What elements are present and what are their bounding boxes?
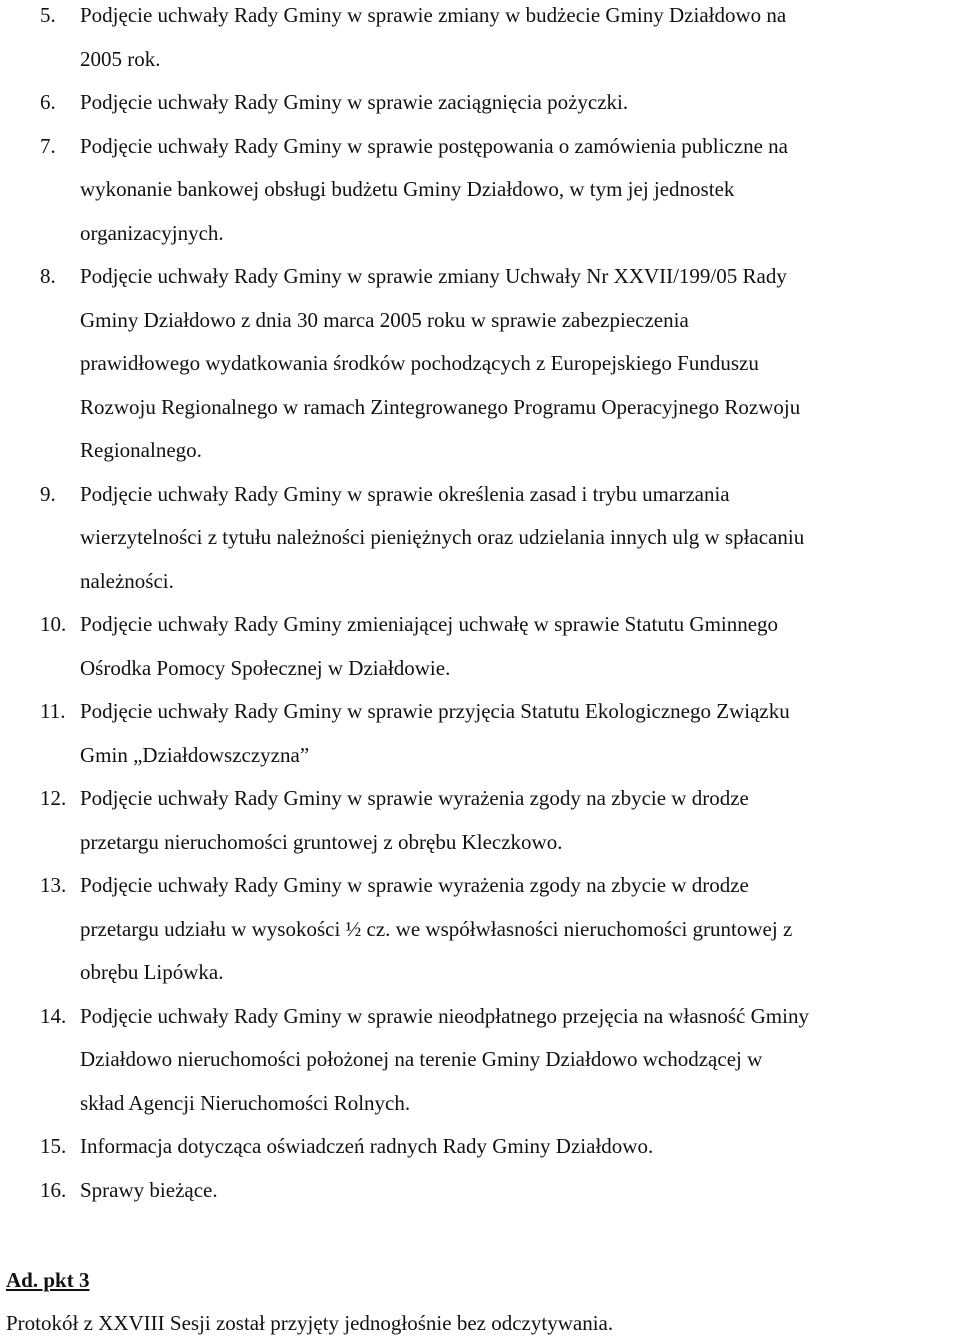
agenda-item-line: Podjęcie uchwały Rady Gminy zmieniającej uchwałę w sprawie Statutu Gminnego [80, 612, 779, 636]
agenda-item-line: Ośrodka Pomocy Społecznej w Działdowie. [80, 655, 451, 680]
section-text: Protokół z XXVIII Sesji został przyjęty jednogłośnie bez odczytywania. [6, 1311, 614, 1335]
agenda-item-number: 12. [40, 786, 67, 810]
agenda-item-line: Rozwoju Regionalnego w ramach Zintegrowanego Programu Operacyjnego Rozwoju [80, 394, 801, 419]
agenda-item-line: Podjęcie uchwały Rady Gminy w sprawie wyrażenia zgody na zbycie w drodze [80, 786, 749, 810]
agenda-item-text [80, 1125, 960, 1169]
agenda-item-line: Podjęcie uchwały Rady Gminy w sprawie zaciągnięcia pożyczki. [80, 90, 629, 114]
agenda-item-text [80, 995, 960, 1126]
agenda-item-number: 13. [40, 873, 67, 897]
agenda-item-number: 9. [40, 481, 56, 506]
agenda-item-text [80, 125, 960, 256]
agenda-item-line: Podjęcie uchwały Rady Gminy w sprawie określenia zasad i trybu umarzania [80, 481, 730, 506]
agenda-item-line: Regionalnego. [80, 438, 202, 462]
agenda-item-line: przetargu udziału w wysokości ½ cz. we współwłasności nieruchomości gruntowej z [80, 916, 793, 941]
agenda-item-line: prawidłowego wydatkowania środków pochodzących z Europejskiego Funduszu [80, 351, 759, 375]
agenda-item-line: Podjęcie uchwały Rady Gminy w sprawie zmiany w budżecie Gminy Działdowo na [80, 3, 787, 27]
agenda-item-line: 2005 rok. [80, 46, 161, 71]
agenda-item-number: 5. [40, 3, 56, 27]
agenda-item-number: 15. [40, 1134, 67, 1158]
agenda-item-line: Informacja dotycząca oświadczeń radnych Rady Gminy Działdowo. [80, 1134, 654, 1158]
agenda-item-number: 10. [40, 612, 67, 636]
agenda-item-line: obrębu Lipówka. [80, 960, 224, 984]
agenda-item-line: Podjęcie uchwały Rady Gminy w sprawie zmiany Uchwały Nr XXVII/199/05 Rady [80, 264, 787, 288]
agenda-item-line: Gminy Działdowo z dnia 30 marca 2005 roku w sprawie zabezpieczenia [80, 307, 689, 332]
agenda-item-line: wykonanie bankowej obsługi budżetu Gminy Działdowo, w tym jej jednostek [80, 177, 735, 201]
agenda-item-number: 6. [40, 90, 56, 114]
agenda-item-text [80, 603, 960, 690]
agenda-item-number: 8. [40, 264, 56, 288]
agenda-item-text [80, 1169, 960, 1213]
agenda-item-line: Podjęcie uchwały Rady Gminy w sprawie nieodpłatnego przejęcia na własność Gminy [80, 1003, 809, 1028]
agenda-item-text [80, 255, 960, 473]
agenda-item-text [80, 690, 960, 777]
agenda-item-text [80, 777, 960, 864]
agenda-item-line: Gmin „Działdowszczyzna” [80, 742, 310, 767]
agenda-item-line: organizacyjnych. [80, 220, 224, 245]
agenda-item-number: 7. [40, 133, 56, 158]
agenda-item-line: Sprawy bieżące. [80, 1177, 218, 1202]
agenda-item-number: 14. [40, 1003, 67, 1028]
agenda-item-line: Podjęcie uchwały Rady Gminy w sprawie przyjęcia Statutu Ekologicznego Związku [80, 699, 790, 723]
agenda-item-line: Podjęcie uchwały Rady Gminy w sprawie postępowania o zamówienia publiczne na [80, 133, 788, 158]
agenda-item-line: Podjęcie uchwały Rady Gminy w sprawie wyrażenia zgody na zbycie w drodze [80, 873, 749, 897]
agenda-item-line: wierzytelności z tytułu należności pieniężnych oraz udzielania innych ulg w spłacaniu [80, 525, 805, 549]
agenda-item-text [80, 473, 960, 604]
agenda-item-text [80, 864, 960, 995]
agenda-item-line: skład Agencji Nieruchomości Rolnych. [80, 1090, 411, 1115]
agenda-item-number: 11. [40, 699, 66, 723]
section-heading: Ad. pkt 3 [6, 1268, 90, 1292]
agenda-item-line: przetargu nieruchomości gruntowej z obrębu Kleczkowo. [80, 829, 563, 854]
agenda-item-text [80, 0, 960, 81]
agenda-item-text [80, 81, 960, 125]
agenda-item-line: Działdowo nieruchomości położonej na terenie Gminy Działdowo wchodzącej w [80, 1047, 763, 1071]
agenda-item-number: 16. [40, 1177, 67, 1202]
agenda-item-line: należności. [80, 568, 174, 593]
